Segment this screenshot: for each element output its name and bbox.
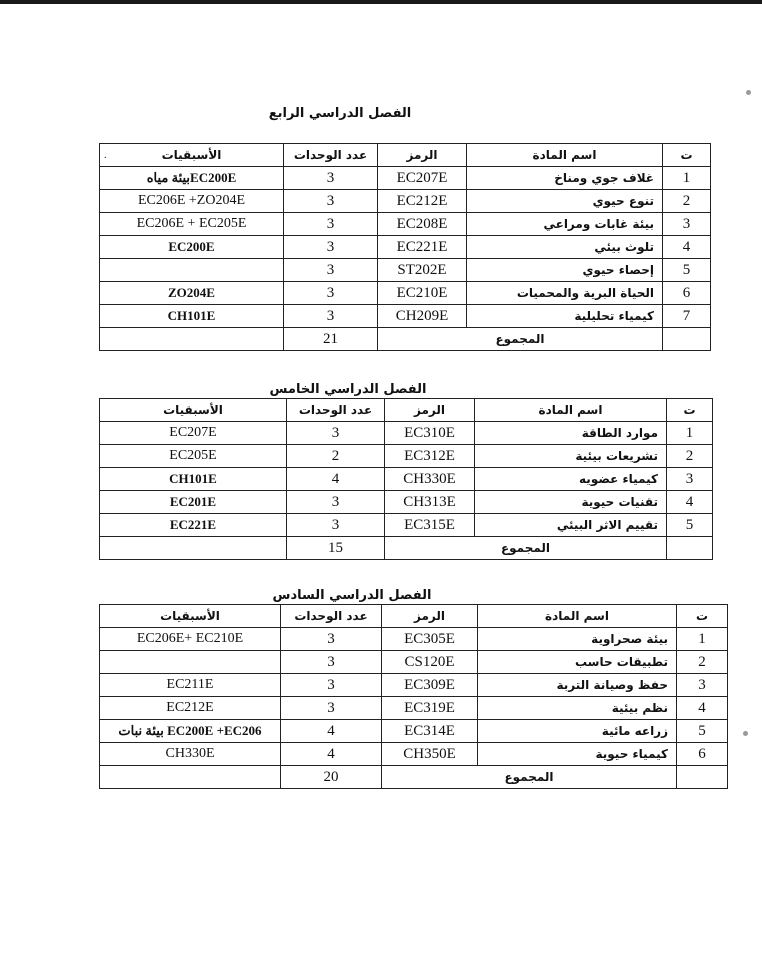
table-row	[100, 651, 728, 674]
col-header-units: عدد الوحدات	[284, 144, 378, 167]
course-prereq	[100, 259, 284, 282]
course-name: تلوث بيئي	[467, 236, 663, 259]
total-label: المجموع	[378, 328, 663, 351]
course-units: 4	[287, 468, 385, 491]
course-prereq: CH101E	[100, 468, 287, 491]
course-units: 3	[281, 674, 382, 697]
course-name: زراعه مائية	[478, 720, 677, 743]
total-row	[100, 328, 711, 351]
table-header-row	[100, 399, 713, 422]
course-code: EC210E	[378, 282, 467, 305]
course-prereq: EC201E	[100, 491, 287, 514]
course-units: 3	[284, 236, 378, 259]
col-header-prereq: الأسبقيات	[100, 605, 281, 628]
table-row	[100, 282, 711, 305]
row-num: 6	[677, 743, 728, 766]
course-prereq: CH101E	[100, 305, 284, 328]
table-row	[100, 445, 713, 468]
course-name: كيمياء حيوية	[478, 743, 677, 766]
course-code: EC305E	[382, 628, 478, 651]
course-prereq: EC200Eبيئة مياه	[100, 167, 284, 190]
course-code: CH313E	[385, 491, 475, 514]
table-header-row	[100, 605, 728, 628]
course-prereq: EC206E + EC205E	[100, 213, 284, 236]
col-header-code: الرمز	[382, 605, 478, 628]
course-prereq: EC221E	[100, 514, 287, 537]
course-prereq: EC200E +EC206 بيئة نبات	[100, 720, 281, 743]
row-num: 2	[677, 651, 728, 674]
row-num: 1	[663, 167, 711, 190]
course-units: 3	[281, 651, 382, 674]
course-code: CH209E	[378, 305, 467, 328]
total-label: المجموع	[382, 766, 677, 789]
total-blank-cell	[663, 328, 711, 351]
row-num: 1	[677, 628, 728, 651]
course-code: EC212E	[378, 190, 467, 213]
course-name: بيئة غابات ومراعي	[467, 213, 663, 236]
course-prereq: EC206E+ EC210E	[100, 628, 281, 651]
course-units: 3	[281, 697, 382, 720]
row-num: 1	[667, 422, 713, 445]
table-row	[100, 305, 711, 328]
table-row	[100, 514, 713, 537]
row-num: 2	[663, 190, 711, 213]
total-row	[100, 766, 728, 789]
col-header-num: ت	[667, 399, 713, 422]
course-units: 3	[284, 190, 378, 213]
col-header-units: عدد الوحدات	[281, 605, 382, 628]
table-row	[100, 674, 728, 697]
course-code: EC310E	[385, 422, 475, 445]
col-header-name: اسم المادة	[467, 144, 663, 167]
table-row	[100, 697, 728, 720]
course-units: 3	[287, 422, 385, 445]
table-row	[100, 720, 728, 743]
col-header-name: اسم المادة	[478, 605, 677, 628]
col-header-units: عدد الوحدات	[287, 399, 385, 422]
course-prereq: ZO204E	[100, 282, 284, 305]
course-code: EC309E	[382, 674, 478, 697]
total-units: 20	[281, 766, 382, 789]
col-header-code: الرمز	[385, 399, 475, 422]
course-units: 3	[287, 491, 385, 514]
course-units: 3	[287, 514, 385, 537]
semester-4-title: الفصل الدراسي الرابع	[268, 106, 412, 121]
course-prereq	[100, 651, 281, 674]
scan-speck	[746, 90, 751, 95]
course-name: تقنيات حيوية	[475, 491, 667, 514]
course-code: EC315E	[385, 514, 475, 537]
course-units: 4	[281, 720, 382, 743]
course-units: 3	[284, 282, 378, 305]
semester-6-title: الفصل الدراسي السادس	[272, 588, 432, 603]
table-row	[100, 491, 713, 514]
table-row	[100, 468, 713, 491]
course-code: EC314E	[382, 720, 478, 743]
course-name: حفظ وصيانة التربة	[478, 674, 677, 697]
col-header-name: اسم المادة	[475, 399, 667, 422]
semester-4-table	[99, 143, 711, 351]
semester-5-title: الفصل الدراسي الخامس	[269, 382, 427, 397]
row-num: 3	[663, 213, 711, 236]
total-blank-cell	[100, 328, 284, 351]
course-code: EC221E	[378, 236, 467, 259]
col-header-prereq: الأسبقيات	[100, 144, 284, 167]
row-num: 4	[667, 491, 713, 514]
col-header-prereq: الأسبقيات	[100, 399, 287, 422]
course-name: نظم بيئية	[478, 697, 677, 720]
course-prereq: EC211E	[100, 674, 281, 697]
table-row	[100, 743, 728, 766]
table-row	[100, 213, 711, 236]
table-row	[100, 422, 713, 445]
course-name: كيمياء تحليلية	[467, 305, 663, 328]
course-units: 3	[284, 213, 378, 236]
course-units: 3	[284, 305, 378, 328]
course-name: تشريعات بيئية	[475, 445, 667, 468]
course-prereq: EC205E	[100, 445, 287, 468]
row-num: 6	[663, 282, 711, 305]
course-units: 3	[284, 167, 378, 190]
col-header-num: ت	[677, 605, 728, 628]
total-label: المجموع	[385, 537, 667, 560]
total-blank-cell	[677, 766, 728, 789]
total-blank-cell	[100, 766, 281, 789]
course-code: EC312E	[385, 445, 475, 468]
course-name: تقييم الاثر البيئي	[475, 514, 667, 537]
course-name: تنوع حيوي	[467, 190, 663, 213]
course-name: موارد الطاقة	[475, 422, 667, 445]
course-code: CH350E	[382, 743, 478, 766]
course-units: 4	[281, 743, 382, 766]
course-prereq: EC207E	[100, 422, 287, 445]
row-num: 5	[667, 514, 713, 537]
row-num: 3	[677, 674, 728, 697]
row-num: 4	[677, 697, 728, 720]
course-code: EC207E	[378, 167, 467, 190]
scan-speck	[743, 731, 748, 736]
table-row	[100, 236, 711, 259]
row-num: 2	[667, 445, 713, 468]
course-prereq: CH330E	[100, 743, 281, 766]
row-num: 3	[667, 468, 713, 491]
col-header-num: ت	[663, 144, 711, 167]
row-num: 5	[663, 259, 711, 282]
course-name: غلاف جوي ومناخ	[467, 167, 663, 190]
course-units: 2	[287, 445, 385, 468]
table-row	[100, 628, 728, 651]
table-header-row	[100, 144, 711, 167]
course-name: بيئة صحراوية	[478, 628, 677, 651]
row-num: 7	[663, 305, 711, 328]
top-border	[0, 0, 762, 4]
course-code: CH330E	[385, 468, 475, 491]
course-code: ST202E	[378, 259, 467, 282]
course-prereq: EC200E	[100, 236, 284, 259]
course-code: CS120E	[382, 651, 478, 674]
row-num: 5	[677, 720, 728, 743]
table-row	[100, 259, 711, 282]
row-num: 4	[663, 236, 711, 259]
course-prereq: EC212E	[100, 697, 281, 720]
total-units: 21	[284, 328, 378, 351]
course-name: إحصاء حيوي	[467, 259, 663, 282]
course-units: 3	[284, 259, 378, 282]
course-name: تطبيقات حاسب	[478, 651, 677, 674]
semester-6-table	[99, 604, 728, 789]
total-units: 15	[287, 537, 385, 560]
course-code: EC319E	[382, 697, 478, 720]
stray-mark: .	[104, 150, 107, 161]
table-row	[100, 190, 711, 213]
col-header-code: الرمز	[378, 144, 467, 167]
total-blank-cell	[100, 537, 287, 560]
course-name: كيمياء عضويه	[475, 468, 667, 491]
course-name: الحياة البرية والمحميات	[467, 282, 663, 305]
course-units: 3	[281, 628, 382, 651]
semester-5-table	[99, 398, 713, 560]
course-code: EC208E	[378, 213, 467, 236]
table-row	[100, 167, 711, 190]
course-prereq: EC206E +ZO204E	[100, 190, 284, 213]
total-row	[100, 537, 713, 560]
total-blank-cell	[667, 537, 713, 560]
